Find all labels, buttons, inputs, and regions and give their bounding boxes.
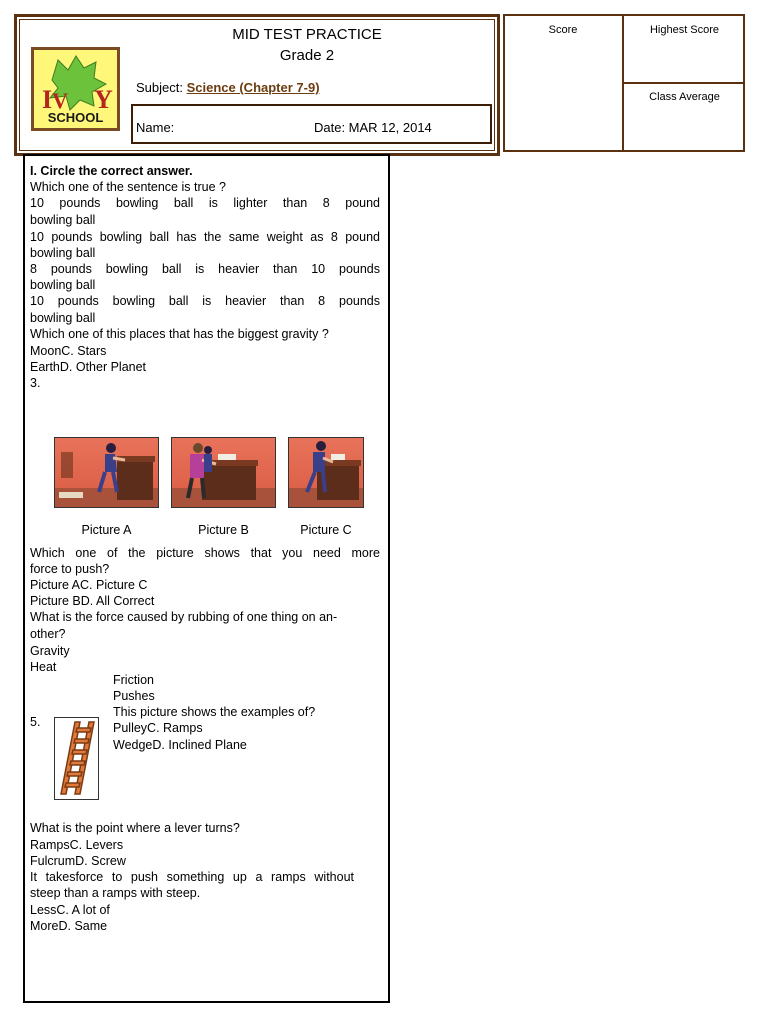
score-label: Score — [548, 24, 578, 36]
school-logo — [31, 47, 120, 131]
question-6: What is the point where a lever turns? — [30, 821, 240, 835]
subject-label: Subject: — [136, 80, 187, 95]
question-2: Which one of this places that has the biggest gravity ? — [30, 327, 329, 341]
option: MoonC. Stars — [30, 344, 107, 358]
name-date-box — [131, 104, 492, 144]
question-4: What is the force caused by rubbing of one thing on an- — [30, 610, 338, 624]
picture-caption: Picture B — [198, 523, 249, 537]
svg-text:V: V — [52, 88, 68, 113]
svg-text:I: I — [42, 85, 53, 114]
picture-c — [288, 437, 364, 508]
option: MoreD. Same — [30, 919, 108, 933]
option: EarthD. Other Planet — [30, 360, 147, 374]
picture-caption: Picture A — [81, 523, 132, 537]
section-title: I. Circle the correct answer. — [30, 164, 193, 178]
option: 8 pounds bowling ball is heavier than 10 pounds — [30, 262, 380, 276]
subject-line — [136, 80, 320, 95]
option: 10 pounds bowling ball is heavier than 8 pounds — [30, 294, 380, 308]
question-7-cont: steep than a ramps with steep. — [30, 886, 201, 900]
logo-text: SCHOOL — [47, 110, 104, 125]
question-7: It takesforce to push something up a ramps without — [30, 870, 354, 884]
question-3-cont: force to push? — [30, 562, 110, 576]
class-average-label: Class Average — [649, 91, 720, 103]
score-table-divider — [624, 82, 745, 84]
option: Pushes — [113, 689, 155, 703]
option: Picture BD. All Correct — [30, 594, 155, 608]
option: 10 pounds bowling ball is lighter than 8 pound — [30, 196, 380, 210]
option: bowling ball — [30, 246, 96, 260]
picture-caption: Picture C — [300, 523, 352, 537]
name-label: Name: — [136, 120, 175, 135]
option: PulleyC. Ramps — [113, 721, 203, 735]
option: LessC. A lot of — [30, 903, 110, 917]
option: 10 pounds bowling ball has the same weight as 8 pound — [30, 230, 380, 244]
grade-label: Grade 2 — [279, 47, 335, 64]
option: Picture AC. Picture C — [30, 578, 148, 592]
date-label: Date: MAR 12, 2014 — [314, 120, 432, 135]
ladder-icon — [55, 718, 98, 799]
option: Friction — [113, 673, 154, 687]
option: Gravity — [30, 644, 70, 658]
svg-text:Y: Y — [94, 85, 113, 114]
option: Heat — [30, 660, 57, 674]
question-4-cont: other? — [30, 627, 66, 641]
option: WedgeD. Inclined Plane — [113, 738, 247, 752]
option: bowling ball — [30, 311, 96, 325]
question-5: This picture shows the examples of? — [113, 705, 316, 719]
page-title: MID TEST PRACTICE — [232, 26, 382, 43]
highest-score-label: Highest Score — [649, 24, 720, 36]
question-number: 5. — [30, 715, 41, 729]
subject-value: Science (Chapter 7-9) — [186, 80, 320, 95]
option: bowling ball — [30, 278, 96, 292]
question-number: 3. — [30, 376, 41, 390]
option: RampsC. Levers — [30, 838, 124, 852]
picture-b — [171, 437, 276, 508]
question-1: Which one of the sentence is true ? — [30, 180, 226, 194]
ivy-leaf-icon — [34, 50, 117, 128]
ladder-picture — [54, 717, 99, 800]
question-3: Which one of the picture shows that you need more — [30, 546, 380, 560]
option: bowling ball — [30, 213, 96, 227]
option: FulcrumD. Screw — [30, 854, 126, 868]
picture-a — [54, 437, 159, 508]
